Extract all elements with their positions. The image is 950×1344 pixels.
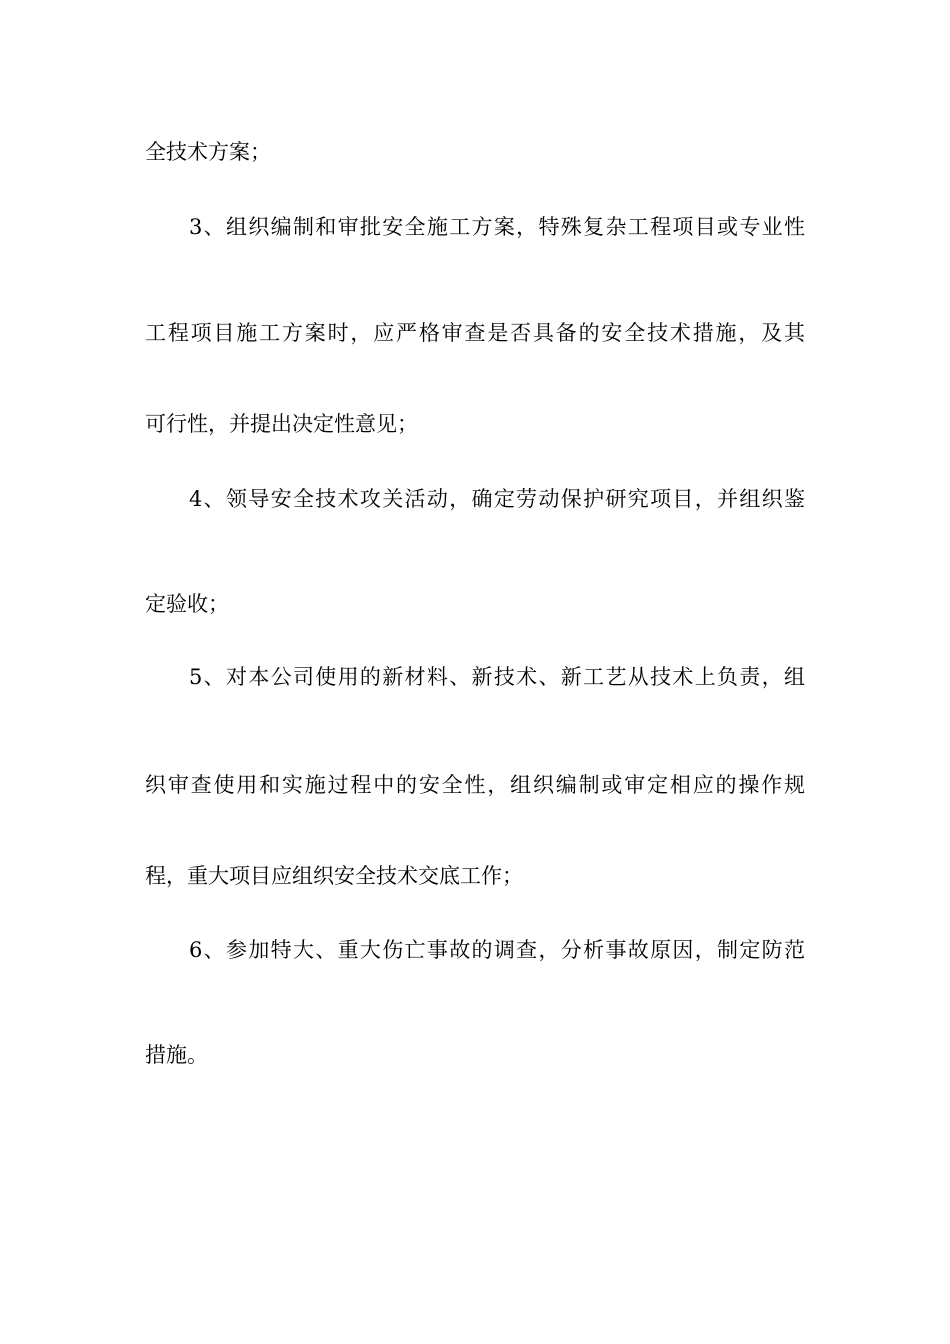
item-3-line-1: 3、组织编制和审批安全施工方案，特殊复杂工程项目或专业性 xyxy=(189,215,805,239)
item-3-line-3: 可行性，并提出决定性意见； xyxy=(145,412,418,436)
item-5-line-3: 程，重大项目应组织安全技术交底工作； xyxy=(145,864,523,888)
item-3-line-2: 工程项目施工方案时，应严格审查是否具备的安全技术措施，及其 xyxy=(145,321,805,345)
item-4-line-2: 定验收； xyxy=(145,592,229,616)
paragraph-2-line-end: 全技术方案； xyxy=(145,140,271,164)
item-4-line-1: 4、领导安全技术攻关活动，确定劳动保护研究项目，并组织鉴 xyxy=(189,487,805,511)
item-5-line-2: 织审查使用和实施过程中的安全性，组织编制或审定相应的操作规 xyxy=(145,773,805,797)
item-6-line-1: 6、参加特大、重大伤亡事故的调查，分析事故原因，制定防范 xyxy=(189,938,805,962)
item-6-line-2: 措施。 xyxy=(145,1043,208,1067)
item-5-line-1: 5、对本公司使用的新材料、新技术、新工艺从技术上负责，组 xyxy=(189,665,805,689)
